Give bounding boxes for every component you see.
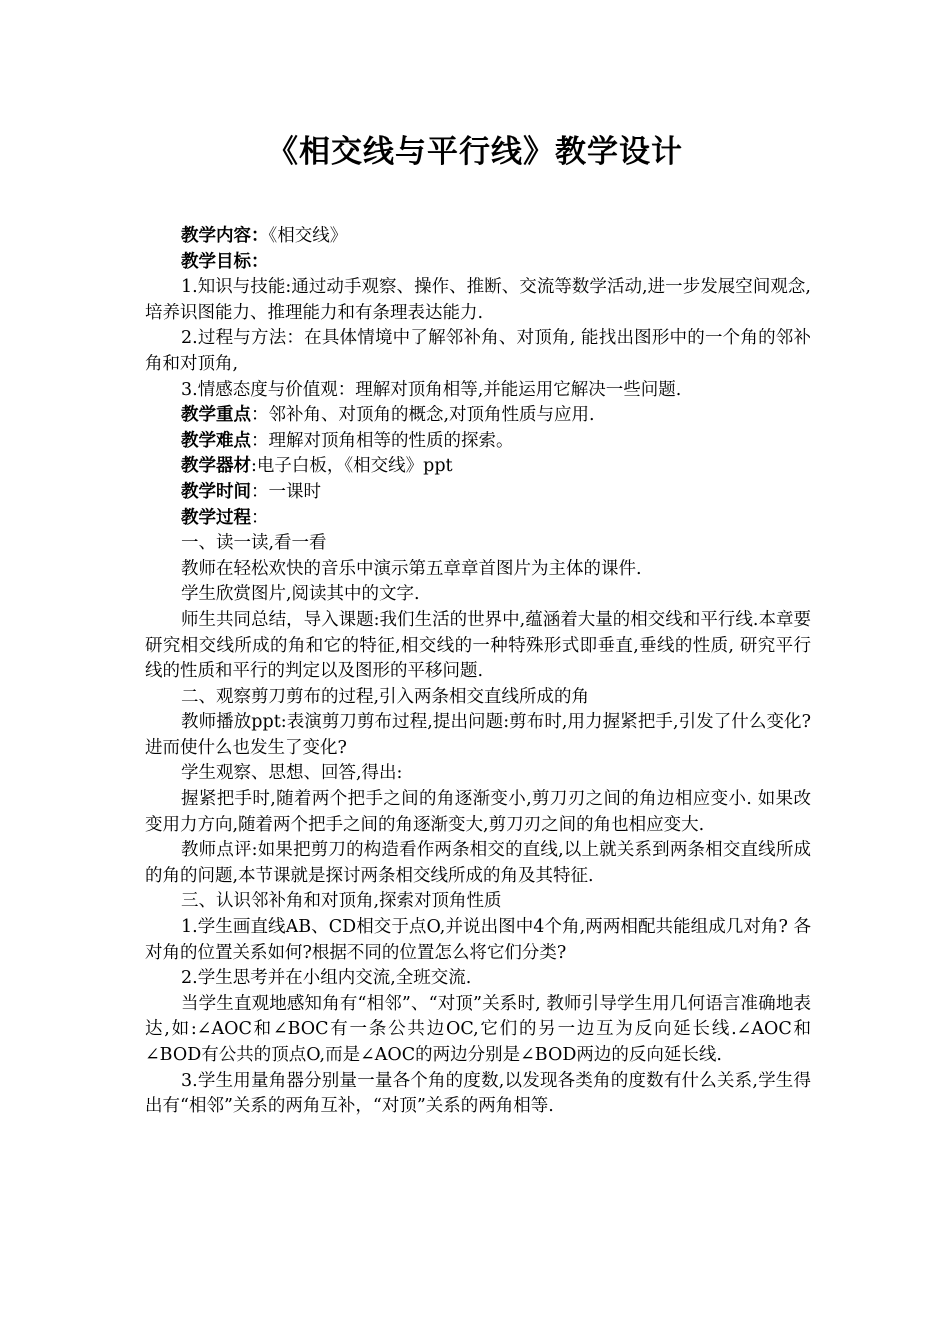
equipment-value: :电子白板，《相交线》ppt	[251, 456, 453, 477]
process-para-14: 3.学生用量角器分别量一量各个角的度数,以发现各类角的度数有什么关系,学生得出有“相邻”关系的两角互补，“对顶”关系的两角相等.	[145, 1070, 811, 1117]
process-para-11: 1.学生画直线AB、CD相交于点O,并说出图中4个角,两两相配共能组成几对角? 各对角的位置关系如何?根据不同的位置怎么将它们分类?	[145, 917, 811, 963]
document-title: 《相交线与平行线》教学设计	[267, 134, 683, 170]
objectives-heading	[145, 250, 811, 276]
time-line	[145, 480, 811, 506]
time-label: 教学时间	[181, 481, 251, 502]
equipment-label: 教学器材	[181, 456, 251, 477]
equipment-line	[145, 454, 811, 480]
difficulty-label: 教学难点	[181, 430, 251, 451]
process-label: 教学过程	[181, 507, 251, 528]
process-para-2: 教师在轻松欢快的音乐中演示第五章章首图片为主体的课件.	[181, 558, 642, 579]
objectives-label: 教学目标：	[181, 251, 269, 272]
process-para-4: 师生共同总结，导入课题:我们生活的世界中,蕴涵着大量的相交线和平行线.本章要研究相交线所成的角和它的特征,相交线的一种特殊形式即垂直,垂线的性质, 研究平行线的性质和平行的判定以及图形的平移问题.	[145, 609, 811, 682]
content-line	[145, 224, 811, 250]
process-para-6: 教师播放ppt:表演剪刀剪布过程,提出问题:剪布时,用力握紧把手,引发了什么变化?进而使什么也发生了变化?	[145, 712, 811, 758]
process-para-3: 学生欣赏图片,阅读其中的文字.	[181, 584, 420, 605]
process-para-13: 当学生直观地感知角有“相邻”、“对顶”关系时, 教师引导学生用几何语言准确地表达,如:∠AOC和∠BOC有一条公共边OC,它们的另一边互为反向延长线.∠AOC和∠BOD有公共的顶点O,而是∠AOC的两边分别是∠BOD两边的反向延长线.	[145, 993, 811, 1065]
difficulty-value: ：理解对顶角相等的性质的探索。	[251, 430, 514, 451]
objective-3: 3.情感态度与价值观：理解对顶角相等,并能运用它解决一些问题.	[181, 379, 682, 400]
content-value: 《相交线》	[268, 226, 348, 246]
focus-value: ：邻补角、对顶角的概念,对顶角性质与应用.	[251, 405, 595, 426]
process-para-9: 教师点评:如果把剪刀的构造看作两条相交的直线,以上就关系到两条相交直线所成的角的问题,本节课就是探讨两条相交线所成的角及其特征.	[145, 840, 811, 886]
difficulty-line	[145, 429, 811, 455]
objective-2: 2.过程与方法：在具体情境中了解邻补角、对顶角, 能找出图形中的一个角的邻补角和对顶角,	[145, 328, 811, 374]
time-value: ：一课时	[251, 481, 321, 502]
objective-1: 1.知识与技能:通过动手观察、操作、推断、交流等数学活动,进一步发展空间观念,培养识图能力、推理能力和有条理表达能力.	[145, 277, 811, 323]
focus-line	[145, 403, 811, 429]
process-para-7: 学生观察、思想、回答,得出:	[181, 763, 403, 784]
document-body	[145, 224, 811, 1120]
focus-label: 教学重点	[181, 405, 251, 426]
process-para-5: 二、观察剪刀剪布的过程,引入两条相交直线所成的角	[181, 686, 590, 707]
process-colon: ：	[251, 507, 269, 528]
process-heading	[145, 506, 811, 532]
process-para-10: 三、认识邻补角和对顶角,探索对顶角性质	[181, 891, 502, 912]
content-label: 教学内容：	[181, 226, 269, 246]
process-para-1: 一、读一读,看一看	[181, 533, 327, 554]
process-para-12: 2.学生思考并在小组内交流,全班交流.	[181, 968, 472, 989]
process-para-8: 握紧把手时,随着两个把手之间的角逐渐变小,剪刀刃之间的角边相应变小. 如果改变用力方向,随着两个把手之间的角逐渐变大,剪刀刃之间的角也相应变大.	[145, 789, 811, 835]
